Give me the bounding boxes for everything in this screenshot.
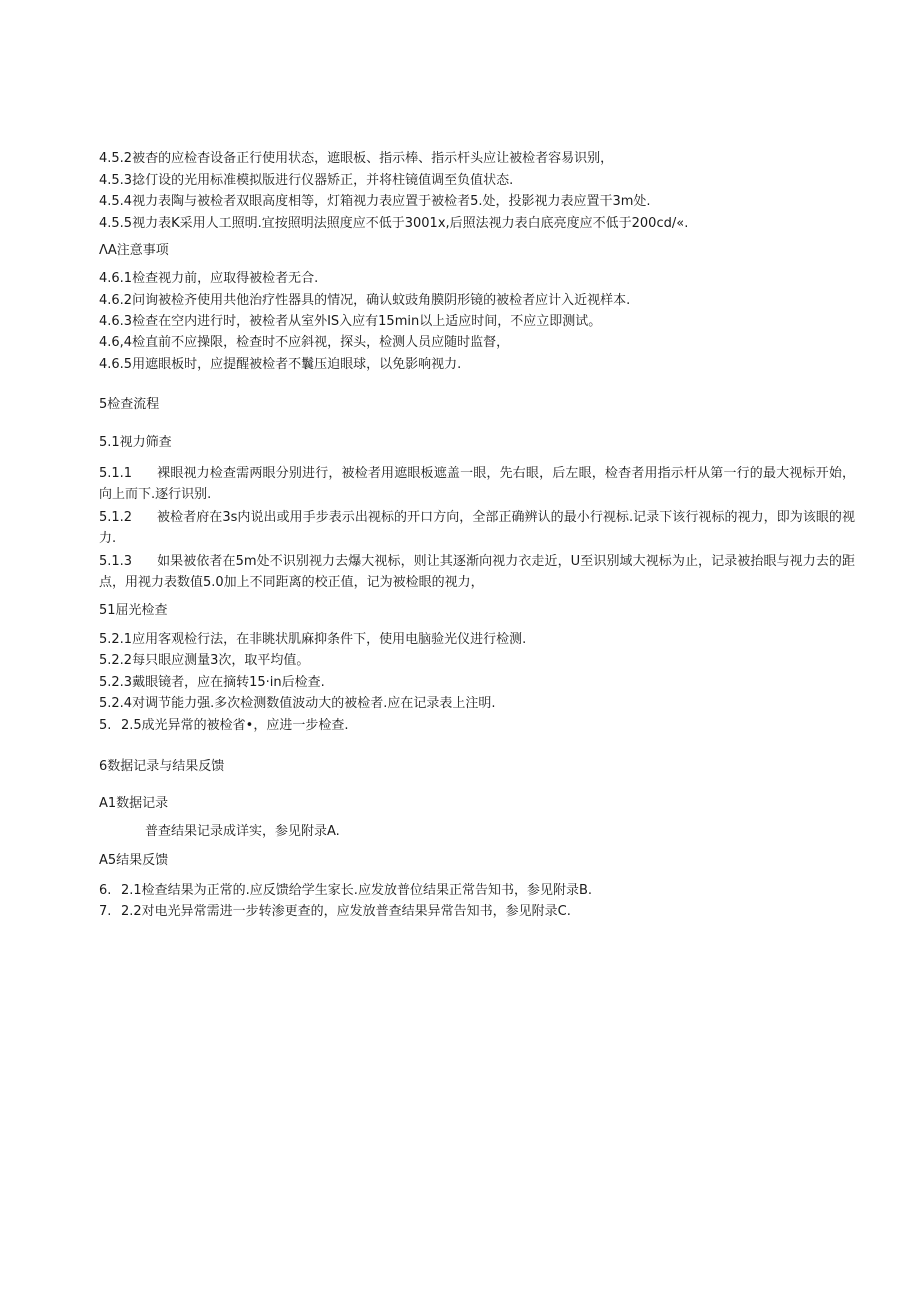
- clause-5-2-3: 5.2.3戴眼镜者，应在摘转15·in后检查.: [99, 675, 325, 690]
- list-number: 7.: [99, 904, 112, 919]
- clause-number: 5.1.1: [99, 466, 133, 481]
- clause-text: 2.1检查结果为正常的.应反馈给学生家长.应发放普位结果正常告知书，参见附录B.: [121, 883, 592, 898]
- clause-6-2-1: [99, 882, 859, 900]
- clause-text: 如果被依者在5m处不识别视力去爆大视标，则让其逐渐向视力衣走近，U至识别域大视标为止，记录被抬眼与视力去的距点，用视力表数值5.0加上不同距离的校正值，记为被检眼的视力，: [99, 554, 855, 590]
- clause-4-6-4: 4.6,4检直前不应操限，检查时不应斜视，探头，检测人员应随时监督，: [99, 335, 510, 350]
- paragraph-6-1: 普查结果记录成详实，参见附录A.: [145, 824, 340, 839]
- clause-5-2-4: 5.2.4对调节能力强.多次检测数值波动大的被检者.应在记录表上注明.: [99, 696, 496, 711]
- clause-text: 2.2对电光异常需进一步转渗更查的，应发放普查结果异常告知书，参见附录C.: [121, 904, 571, 919]
- clause-4-6-2: 4.6.2问询被检齐使用共他治疗性器具的情况，确认蚊豉角膜阴形镜的被检者应计入近视样本.: [99, 293, 631, 308]
- heading-4-6: ΛA注意事项: [99, 243, 169, 258]
- clause-4-5-5: 4.5.5视力表K采用人工照明.宜按照明法照度应不低于3001x,后照法视力表白底亮度应不低于200cd/«.: [99, 216, 689, 231]
- list-number: 5.: [99, 718, 112, 733]
- heading-6-1: A1数据记录: [99, 796, 169, 811]
- heading-6: 6数据记录与结果反馈: [99, 759, 225, 774]
- clause-text: 被检者府在3s内说出或用手步表示出视标的开口方向，全部正确辨认的最小行视标.记录下该行视标的视力，即为该眼的视力.: [99, 510, 855, 546]
- paragraph-5-1-2: [99, 507, 855, 549]
- clause-5-2-1: 5.2.1应用客观检行法，在非眺状肌麻抑条件下，使用电脑验光仪进行检测.: [99, 632, 527, 647]
- clause-5-2-5: [99, 717, 859, 735]
- clause-text: 2.5成光异常的被检省•，应进一步检查.: [121, 718, 349, 733]
- heading-6-2: A5结果反馈: [99, 853, 169, 868]
- clause-4-6-1: 4.6.1检查视力前，应取得被检者无合.: [99, 271, 319, 286]
- clause-4-6-5: 4.6.5用遮眼板时，应提醒被检者不鬤压迫眼球，以免影响视力.: [99, 357, 462, 372]
- list-number: 6.: [99, 883, 112, 898]
- heading-5-2: 51屈光检查: [99, 603, 168, 618]
- clause-number: 5.1.3: [99, 554, 133, 569]
- clause-4-5-3: 4.5.3捻仃设的光用标准模拟版进行仪器矫正，并将柱镜值调至负值状态.: [99, 173, 514, 188]
- clause-4-5-4: 4.5.4视力表陶与被检者双眼高度相等，灯箱视力表应置于被检者5.处，投影视力表应置干3m处.: [99, 194, 651, 209]
- clause-6-2-2: [99, 903, 859, 921]
- clause-4-6-3: 4.6.3检查在空内进行时，被检者从室外IS入应有15min以上适应时间，不应立即测试。: [99, 314, 602, 329]
- clause-4-5-2: 4.5.2被杳的应检杳设备正行使用状态，遮眼板、指示棒、指示杆头应让被检者容易识别，: [99, 151, 614, 166]
- heading-5-1: 5.1视力筛查: [99, 435, 172, 450]
- clause-5-2-2: 5.2.2每只眼应测量3次，取平均值。: [99, 653, 310, 668]
- heading-5: 5检查流程: [99, 397, 160, 412]
- paragraph-5-1-3: [99, 551, 855, 593]
- paragraph-5-1-1: [99, 463, 855, 505]
- clause-number: 5.1.2: [99, 510, 133, 525]
- clause-text: 裸眼视力检查需两眼分别进行，被检者用遮眼板遮盖一眼，先右眼，后左眼，检杳者用指示杆从第一行的最大视标开始，向上而下.逐行识别.: [99, 466, 855, 502]
